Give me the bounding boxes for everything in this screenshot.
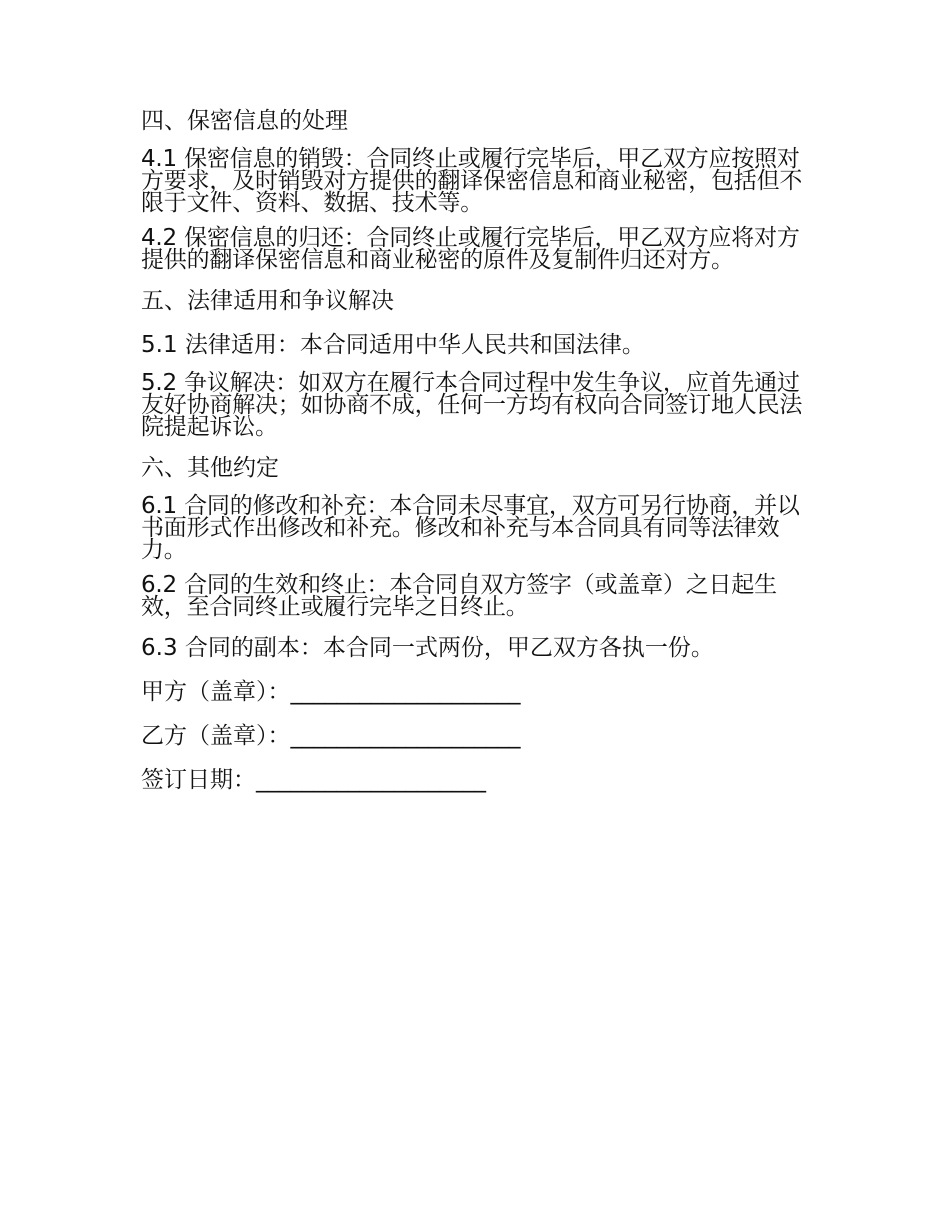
clause-5-2: 5.2 争议解决：如双方在履行本合同过程中发生争议，应首先通过友好协商解决；如协商不成，任何一方均有权向合同签订地人民法院提起诉讼。 [141,370,803,440]
clause-4-2: 4.2 保密信息的归还：合同终止或履行完毕后，甲乙双方应将对方提供的翻译保密信息和商业秘密的原件及复制件归还对方。 [141,225,800,273]
party-b-signature-line: 乙方（盖章）：____________________ [141,723,521,749]
clause-5-1: 5.1 法律适用：本合同适用中华人民共和国法律。 [141,332,645,358]
clause-6-3: 6.3 合同的副本：本合同一式两份，甲乙双方各执一份。 [141,635,714,661]
section-heading-confidential-handling: 四、保密信息的处理 [141,108,348,134]
clause-6-1: 6.1 合同的修改和补充：本合同未尽事宜，双方可另行协商，并以书面形式作出修改和补充。修改和补充与本合同具有同等法律效力。 [141,493,800,563]
document-page [141,104,813,807]
section-heading-law-dispute: 五、法律适用和争议解决 [141,288,394,314]
clause-6-2: 6.2 合同的生效和终止：本合同自双方签字（或盖章）之日起生效，至合同终止或履行完毕之日终止。 [141,572,777,620]
sign-date-line: 签订日期：____________________ [141,767,486,793]
clause-4-1: 4.1 保密信息的销毁：合同终止或履行完毕后，甲乙双方应按照对方要求，及时销毁对方提供的翻译保密信息和商业秘密，包括但不限于文件、资料、数据、技术等。 [141,146,803,216]
party-a-signature-line: 甲方（盖章）：____________________ [141,679,521,705]
section-heading-other-terms: 六、其他约定 [141,455,279,481]
